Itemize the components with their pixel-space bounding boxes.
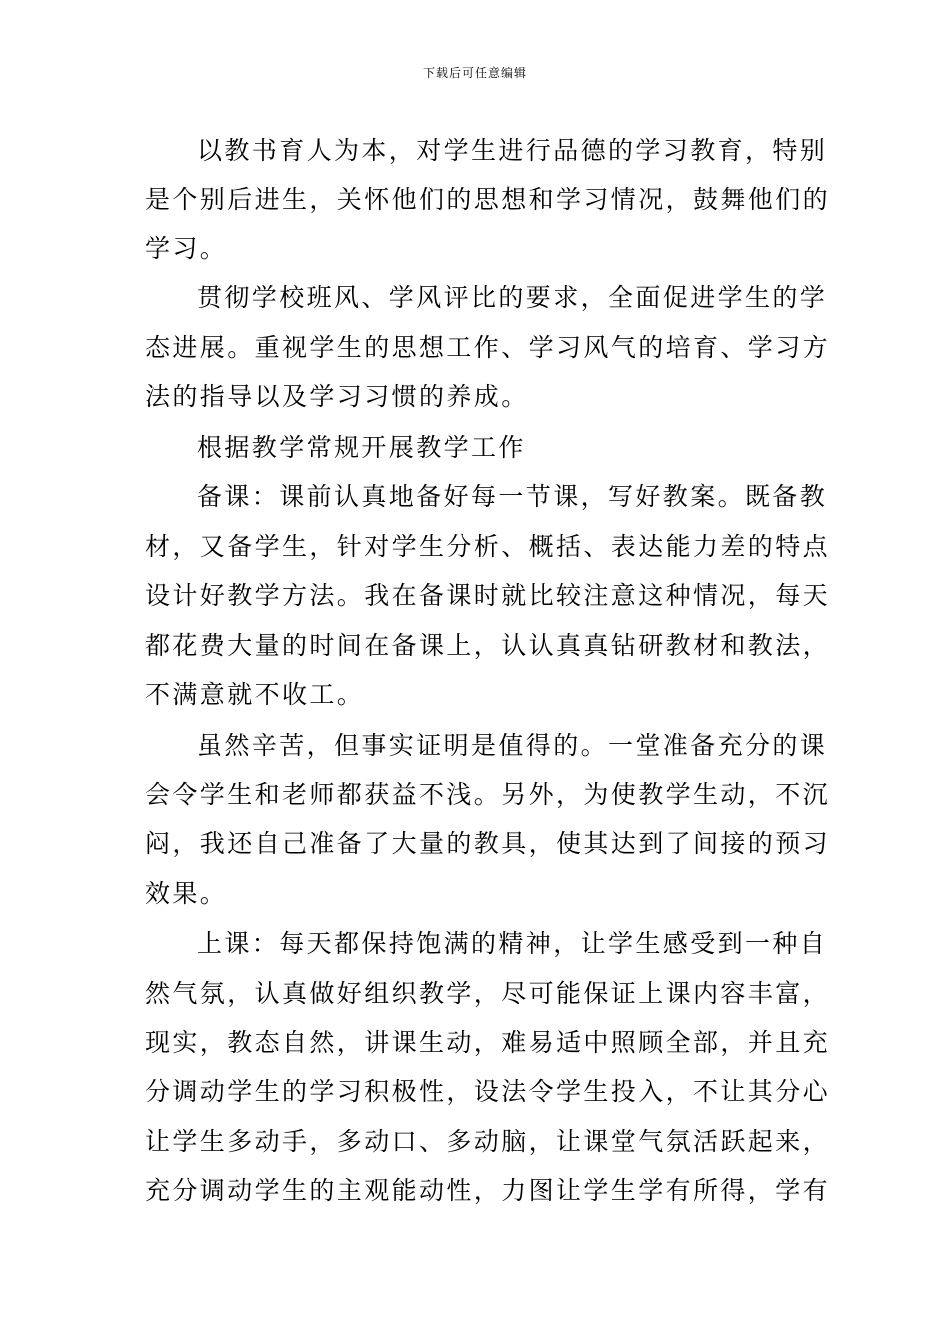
text-line: 设计好教学方法。我在备课时就比较注意这种情况，每天 <box>145 581 831 610</box>
text-line: 不满意就不收工。 <box>145 680 365 709</box>
text-line: 备课：课前认真地备好每一节课，写好教案。既备教 <box>197 482 828 511</box>
text-line: 然气氛，认真做好组织教学，尽可能保证上课内容丰富， <box>145 979 831 1008</box>
section-heading: 根据教学常规开展教学工作 <box>197 433 526 462</box>
text-line: 都花费大量的时间在备课上，认认真真钻研教材和教法， <box>145 631 831 660</box>
text-line: 上课：每天都保持饱满的精神，让学生感受到一种自 <box>197 929 828 958</box>
text-line: 虽然辛苦，但事实证明是值得的。一堂准备充分的课 <box>197 731 828 760</box>
text-line: 让学生多动手，多动口、多动脑，让课堂气氛活跃起来， <box>145 1127 831 1156</box>
page-header-note: 下载后可任意编辑 <box>422 66 527 80</box>
text-line: 分调动学生的学习积极性，设法令学生投入，不让其分心 <box>145 1077 831 1106</box>
text-line: 法的指导以及学习习惯的养成。 <box>145 382 529 411</box>
text-line: 效果。 <box>145 879 228 908</box>
text-line: 闷，我还自己准备了大量的教具，使其达到了间接的预习 <box>145 829 831 858</box>
text-line: 态进展。重视学生的思想工作、学习风气的培育、学习方 <box>145 333 831 362</box>
text-line: 贯彻学校班风、学风评比的要求，全面促进学生的学 <box>197 283 828 312</box>
text-line: 是个别后进生，关怀他们的思想和学习情况，鼓舞他们的 <box>145 185 831 214</box>
text-line: 现实，教态自然，讲课生动，难易适中照顾全部，并且充 <box>145 1028 831 1057</box>
text-line: 学习。 <box>145 234 228 263</box>
text-line: 以教书育人为本，对学生进行品德的学习教育，特别 <box>197 136 828 165</box>
text-line: 充分调动学生的主观能动性，力图让学生学有所得，学有 <box>145 1176 831 1205</box>
text-line: 材，又备学生，针对学生分析、概括、表达能力差的特点 <box>145 532 831 561</box>
text-line: 会令学生和老师都获益不浅。另外，为使教学生动，不沉 <box>145 780 831 809</box>
